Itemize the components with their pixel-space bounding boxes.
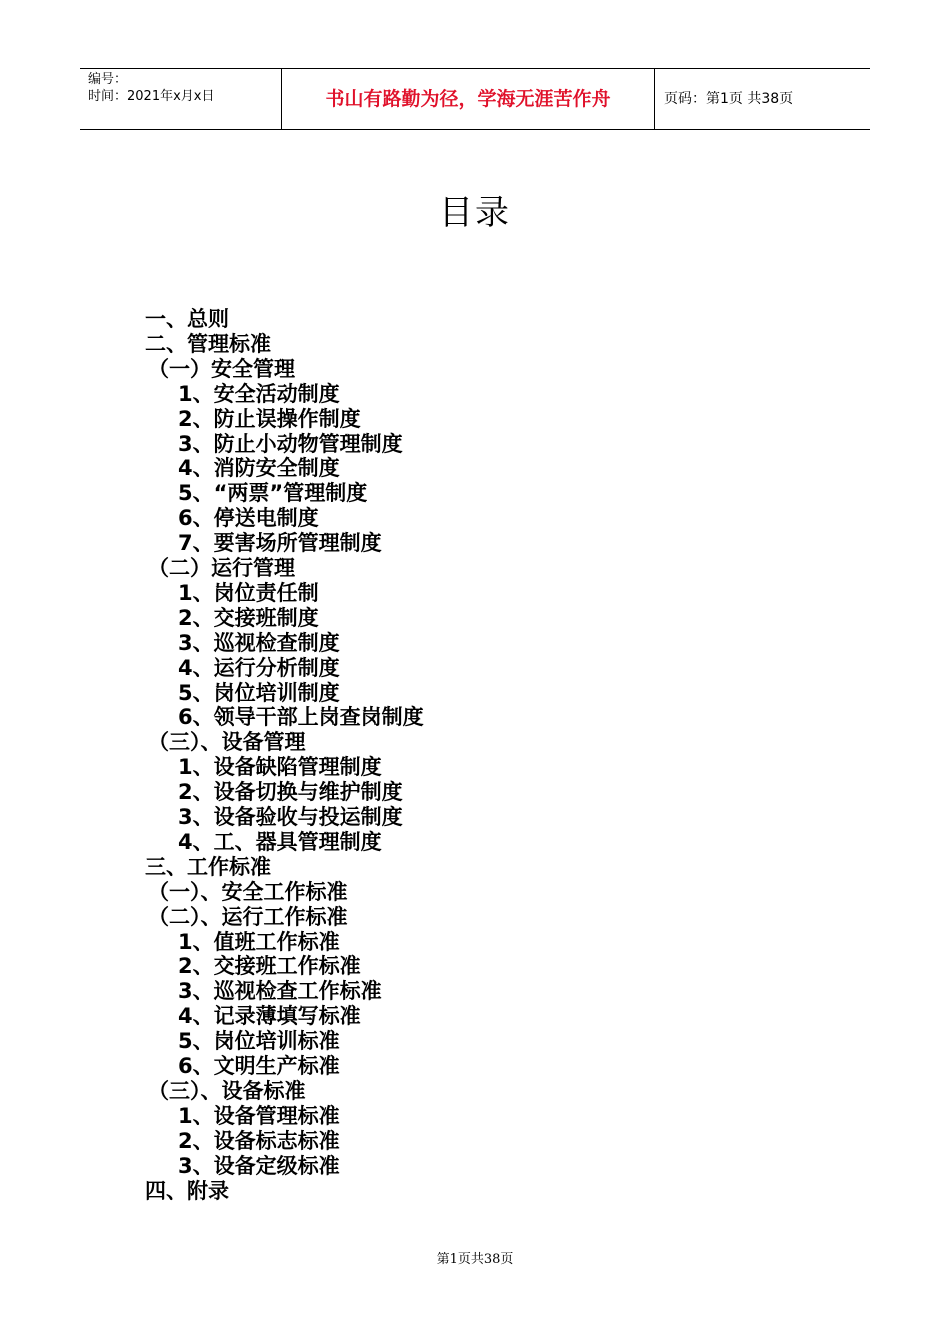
toc-item: 2、设备标志标准 [178, 1128, 340, 1153]
toc-item: （一）、安全工作标准 [148, 879, 348, 904]
toc-item: 4、记录薄填写标准 [178, 1004, 361, 1029]
header-meta [88, 71, 278, 105]
toc-item: 3、巡视检查工作标准 [178, 979, 382, 1004]
toc-item: （二）、运行工作标准 [148, 904, 348, 929]
header-page-info: 页码：第1页 共38页 [664, 91, 794, 107]
header-motto: 书山有路勤为径，学海无涯苦作舟 [325, 88, 611, 110]
toc-item: 1、岗位责任制 [178, 580, 319, 605]
toc-item: 3、防止小动物管理制度 [178, 431, 403, 456]
document-number-label: 编号： [88, 72, 128, 87]
toc-item: 3、设备验收与投运制度 [178, 805, 403, 829]
toc-item: 7、要害场所管理制度 [178, 531, 382, 556]
page-header [80, 68, 870, 130]
toc-item: 1、值班工作标准 [178, 929, 340, 954]
toc-item: （三）、设备标准 [148, 1078, 306, 1103]
document-time-label: 时间：2021年x月x日 [88, 89, 215, 104]
toc-item: 5、岗位培训标准 [178, 1029, 340, 1054]
toc-item: 6、停送电制度 [178, 506, 319, 531]
toc-item: 1、设备管理标准 [178, 1103, 340, 1128]
page-title: 目录 [439, 193, 511, 233]
toc-item: 4、工、器具管理制度 [178, 829, 382, 854]
toc-item: 3、设备定级标准 [178, 1153, 340, 1178]
toc-item: 2、交接班制度 [178, 605, 319, 630]
toc-item: 2、设备切换与维护制度 [178, 780, 403, 805]
toc-item: 6、文明生产标准 [178, 1054, 340, 1078]
toc-item: 2、防止误操作制度 [178, 406, 361, 431]
toc-item: 1、安全活动制度 [178, 381, 340, 406]
toc-item: 5、“两票”管理制度 [178, 481, 368, 506]
toc-item: （二）运行管理 [148, 556, 295, 580]
toc-item: 4、消防安全制度 [178, 456, 340, 481]
toc-item: 3、巡视检查制度 [178, 630, 340, 655]
toc-item: （一）安全管理 [148, 356, 295, 381]
toc-item: 四、附录 [145, 1178, 229, 1203]
toc-item: 5、岗位培训制度 [178, 680, 340, 705]
toc-item: 2、交接班工作标准 [178, 954, 361, 979]
toc-item: 三、工作标准 [145, 854, 271, 879]
toc-item: 二、管理标准 [145, 331, 271, 356]
toc-item: 1、设备缺陷管理制度 [178, 755, 382, 780]
toc-item: 4、运行分析制度 [178, 655, 340, 680]
toc-item: 一、总则 [145, 307, 229, 331]
toc-item: 6、领导干部上岗查岗制度 [178, 705, 424, 730]
header-divider [654, 69, 655, 129]
toc-item: （三）、设备管理 [148, 730, 306, 755]
page-footer: 第1页共38页 [436, 1252, 514, 1267]
